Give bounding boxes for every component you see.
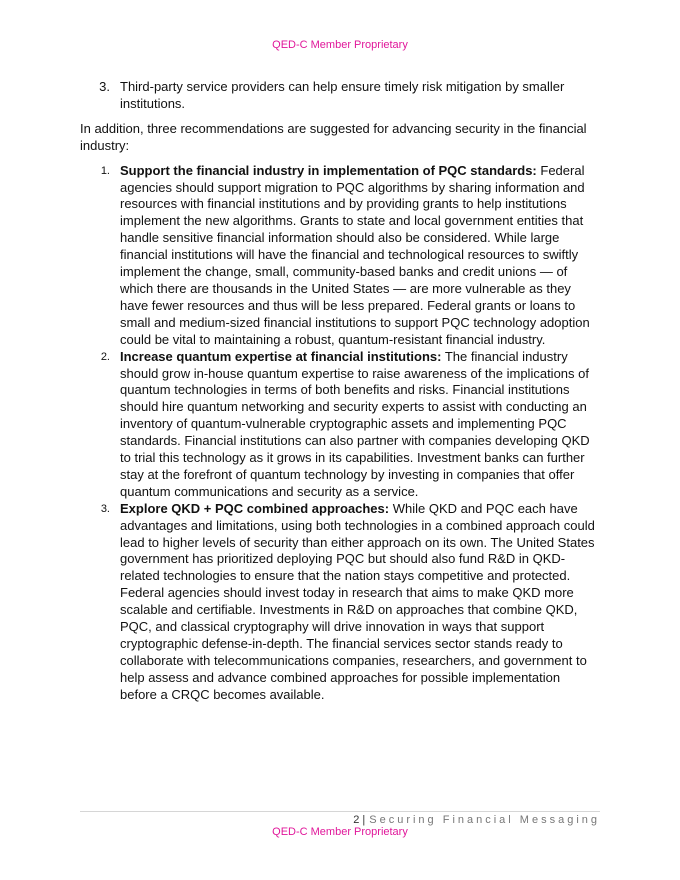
footer-page-info [353, 814, 600, 826]
list-item-prev [80, 79, 600, 113]
recommendations-list [80, 163, 600, 704]
recommendation-number: 1. [100, 164, 110, 177]
recommendation-item [80, 501, 600, 704]
recommendation-number: 2. [100, 350, 110, 363]
list-text: Third-party service providers can help ensure timely risk mitigation by smaller institutions. [120, 79, 565, 111]
header-proprietary-label: QED-C Member Proprietary [272, 39, 408, 51]
recommendation-body: While QKD and PQC each have advantages and limitations, using both technologies in a combined approach could lead to higher levels of security than either approach on its own. The United States government has prioritized deploying PQC but should also fund R&D in QKD-related technologies to ensure that the nation stays competitive and protected. Federal agencies should invest today in research that aims to make QKD more scalable and certifiable. Investments in R&D on approaches that combine QKD, PQC, and classical cryptography will drive innovation in ways that support cryptographic defense-in-depth. The financial services sector stands ready to collaborate with telecommunications companies, researchers, and government to help assess and advance combined approaches for possible implementation before a CRQC becomes available. [120, 500, 595, 702]
document-body [80, 79, 600, 704]
footer-proprietary-label: QED-C Member Proprietary [272, 826, 408, 838]
intro-paragraph: In addition, three recommendations are suggested for advancing security in the financial industry: [80, 120, 587, 153]
footer-divider [80, 811, 600, 812]
page-number: 2 [353, 814, 360, 826]
list-number: 3. [99, 79, 110, 94]
recommendation-number: 3. [100, 502, 110, 515]
recommendation-title: Increase quantum expertise at financial institutions: [120, 348, 442, 364]
recommendation-body: The financial industry should grow in-house quantum expertise to raise awareness of the implications of quantum technologies in terms of both benefits and risks. Financial institutions should hire quantum networking and security experts to assist with conducting an inventory of quantum-vulnerable cryptographic assets and implementing PQC standards. Financial institutions can also partner with companies developing QKD to trial this technology as it grows in its capabilities. Investment banks can further stay at the forefront of quantum technology by investing in companies that offer quantum communications and security as a service. [120, 348, 590, 499]
footer-document-title: Securing Financial Messaging [369, 814, 600, 826]
recommendation-title: Support the financial industry in implementation of PQC standards: [120, 162, 537, 178]
recommendation-title: Explore QKD + PQC combined approaches: [120, 500, 390, 516]
recommendation-item [80, 163, 600, 349]
recommendation-item [80, 349, 600, 501]
recommendation-body: Federal agencies should support migration to PQC algorithms by sharing information and resources with financial institutions and by providing grants to help institutions implement the new algorithms. Grants to state and local government entities that handle sensitive financial information should also be considered. While large financial institutions will have the financial and technological resources to swiftly implement the change, small, community-based banks and credit unions — of which there are thousands in the United States — are more vulnerable as they have fewer resources and thus will be less prepared. Federal grants or loans to small and medium-sized financial institutions to support PQC technology adoption could be vital to maintaining a robust, quantum-resistant financial industry. [120, 162, 590, 347]
footer-separator: | [362, 814, 366, 826]
